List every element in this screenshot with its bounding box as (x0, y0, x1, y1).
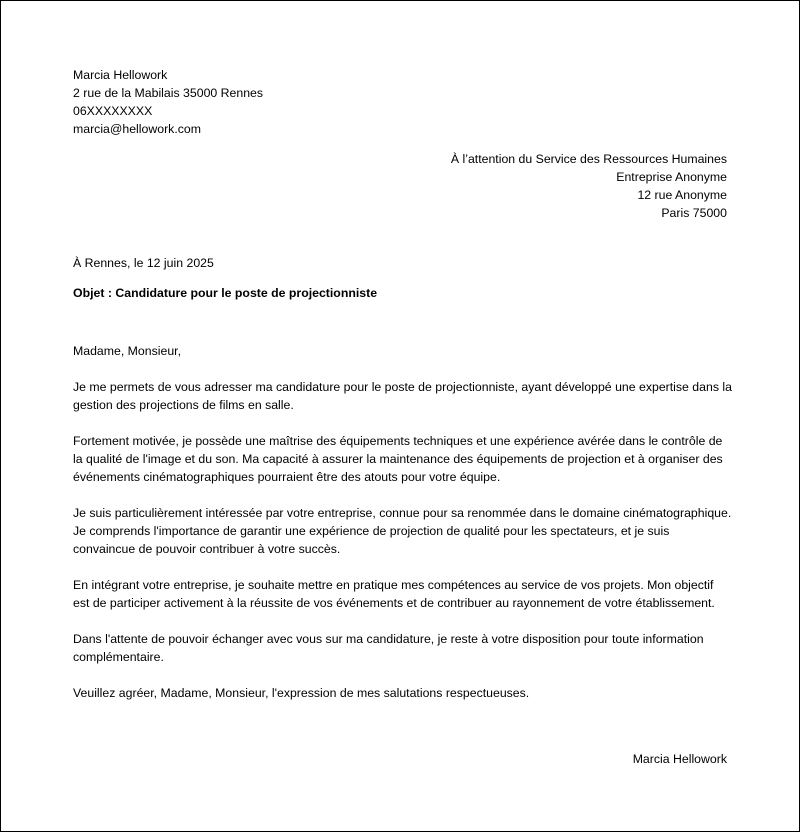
paragraph-skills: Fortement motivée, je possède une maîtrise des équipements techniques et une expérience avérée dans le contrôle de la qualité de l'image et du son. Ma capacité à assurer la maintenance des équipements de projection et à organiser des événements cinématographiques pourraient être des atouts pour votre équipe. (73, 434, 723, 484)
recipient-street: 12 rue Anonyme (637, 188, 727, 202)
sender-name: Marcia Hellowork (73, 68, 168, 82)
sender-block (73, 66, 263, 138)
recipient-attention: À l’attention du Service des Ressources Humaines (450, 152, 727, 166)
sender-address: 2 rue de la Mabilais 35000 Rennes (73, 86, 264, 100)
sender-email: marcia@hellowork.com (73, 122, 201, 136)
signature: Marcia Hellowork (632, 752, 727, 766)
paragraph-availability: Dans l'attente de pouvoir échanger avec vous sur ma candidature, je reste à votre disposition pour toute information complémentaire. (73, 632, 704, 664)
letter-body (73, 342, 733, 720)
paragraph-closing: Veuillez agréer, Madame, Monsieur, l'expression de mes salutations respectueuses. (73, 686, 530, 700)
paragraph-company-interest: Je suis particulièrement intéressée par votre entreprise, connue pour sa renommée dans le domaine cinématographique. Je comprends l'importance de garantir une expérience de projection de qualité pour les spectateurs, et je suis convaincue de pouvoir contribuer à votre succès. (73, 506, 732, 556)
recipient-block (451, 150, 727, 222)
date-line: À Rennes, le 12 juin 2025 (73, 256, 214, 270)
sender-phone: 06XXXXXXXX (73, 104, 153, 118)
recipient-company: Entreprise Anonyme (616, 170, 727, 184)
paragraph-intro: Je me permets de vous adresser ma candidature pour le poste de projectionniste, ayant développé une expertise dans la gestion des projections de films en salle. (73, 380, 732, 412)
salutation: Madame, Monsieur, (73, 344, 181, 358)
subject-line: Objet : Candidature pour le poste de projectionniste (73, 286, 378, 300)
paragraph-goals: En intégrant votre entreprise, je souhaite mettre en pratique mes compétences au service de vos projets. Mon objectif est de participer activement à la réussite de vos événements et de contribuer au rayonnement de votre établissement. (73, 578, 715, 610)
recipient-city: Paris 75000 (661, 206, 727, 220)
